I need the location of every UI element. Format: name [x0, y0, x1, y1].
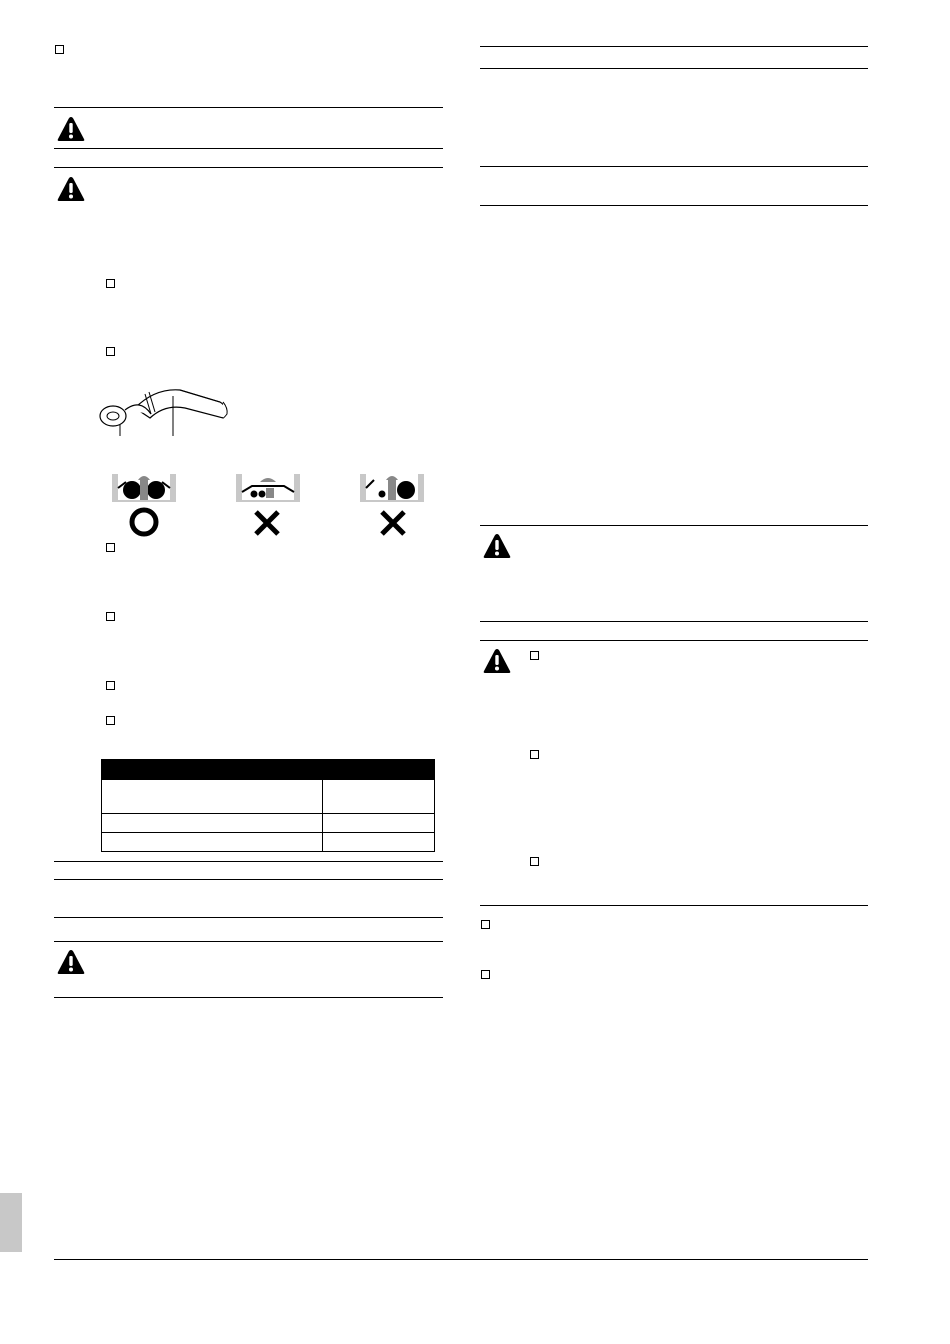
section-divider [480, 68, 868, 69]
spec-table [101, 759, 435, 852]
section-divider [480, 905, 868, 906]
warning-icon [56, 115, 86, 143]
bullet-square-icon [106, 347, 115, 356]
bullet-square-icon [106, 681, 115, 690]
ring-terminal-illustration [95, 378, 255, 438]
ng-cross-icon [382, 512, 404, 534]
section-divider [54, 107, 443, 108]
footer-rule [54, 1259, 868, 1260]
table-cell [102, 833, 323, 852]
section-divider [54, 941, 443, 942]
table-row [102, 833, 435, 852]
section-divider [480, 205, 868, 206]
section-divider [54, 167, 443, 168]
table-cell [323, 833, 435, 852]
ok-circle-icon [132, 510, 156, 534]
ng-terminal-diagram-2 [358, 470, 428, 540]
bullet-square-icon [106, 612, 115, 621]
section-divider [480, 640, 868, 641]
bullet-square-icon [106, 543, 115, 552]
table-cell [323, 814, 435, 833]
bullet-square-icon [481, 920, 490, 929]
table-cell [102, 780, 323, 814]
bullet-square-icon [106, 716, 115, 725]
section-divider [480, 525, 868, 526]
section-divider [54, 917, 443, 918]
section-divider [54, 148, 443, 149]
table-cell [323, 780, 435, 814]
bullet-square-icon [106, 279, 115, 288]
section-divider [480, 166, 868, 167]
section-divider [480, 46, 868, 47]
section-divider [480, 621, 868, 622]
bullet-square-icon [530, 651, 539, 660]
section-divider [54, 879, 443, 880]
section-divider [54, 997, 443, 998]
warning-icon [56, 175, 86, 203]
warning-icon [482, 532, 512, 560]
chapter-side-tab [0, 1193, 22, 1252]
bullet-square-icon [530, 857, 539, 866]
table-row [102, 814, 435, 833]
ng-cross-icon [256, 512, 278, 534]
ok-terminal-diagram [110, 470, 180, 540]
table-cell [102, 814, 323, 833]
warning-icon [482, 647, 512, 675]
bullet-square-icon [55, 45, 64, 54]
bullet-square-icon [530, 750, 539, 759]
warning-icon [56, 948, 86, 976]
table-header-cell [323, 760, 435, 780]
bullet-square-icon [481, 970, 490, 979]
ng-terminal-diagram-1 [234, 470, 304, 540]
table-row [102, 780, 435, 814]
section-divider [54, 861, 443, 862]
table-header-cell [102, 760, 323, 780]
